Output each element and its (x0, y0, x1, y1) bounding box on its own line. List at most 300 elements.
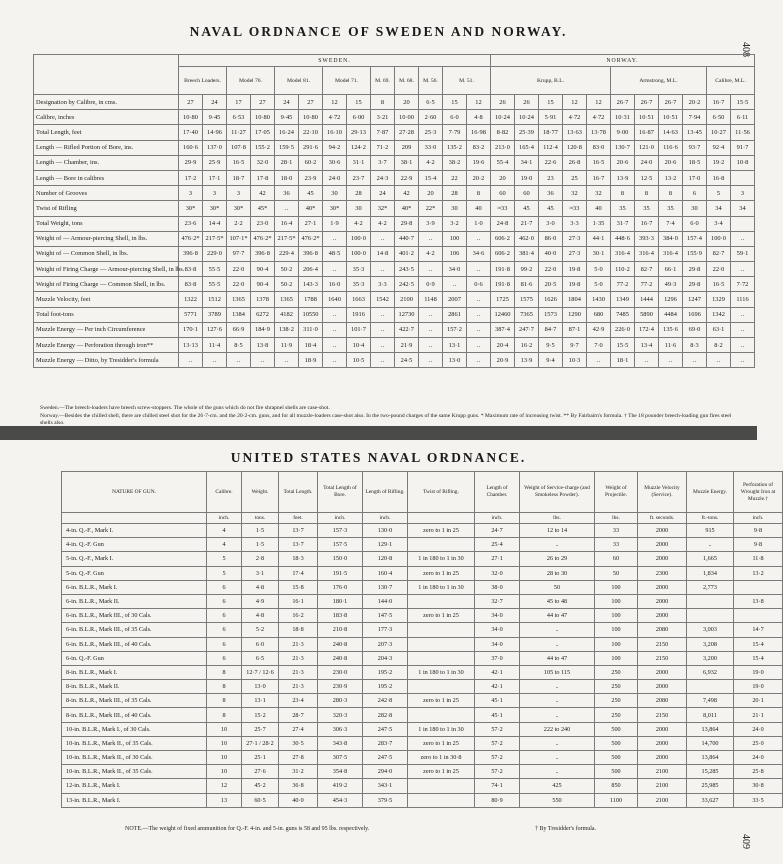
table-cell: 16·5 (227, 155, 251, 170)
table-cell: 5 (707, 186, 731, 201)
page-gutter-shadow (0, 426, 757, 440)
table-cell: 26 (515, 95, 539, 110)
table-cell: 83·2 (467, 140, 491, 155)
us-table-row (62, 538, 783, 552)
table-cell: 22·0 (227, 277, 251, 292)
table-cell: 24 (275, 95, 299, 110)
table-cell: 10·24 (491, 110, 515, 125)
table-cell: 45 (299, 186, 323, 201)
table-cell: zero to 1 in 25 (408, 609, 475, 623)
table-cell: 45 to 48 (520, 594, 595, 608)
table-cell: 14·4 (203, 216, 227, 231)
table-cell: 2150 (638, 708, 687, 722)
table-cell: 37·0 (475, 651, 520, 665)
table-cell: 282·8 (363, 708, 408, 722)
table-cell: 6·0 (683, 216, 707, 231)
table-cell: 110·2 (611, 262, 635, 277)
table-cell: 30* (203, 201, 227, 216)
table-cell: .. (323, 262, 347, 277)
table-cell: 15·5 (611, 338, 635, 353)
table-cell: 170·1 (179, 322, 203, 337)
row-label: Muzzle Energy — Per inch Circumference (34, 322, 179, 337)
table-cell: 100 (443, 231, 467, 246)
table-cell: 2000 (638, 580, 687, 594)
table-cell: 7·0 (587, 338, 611, 353)
table-cell: 2,773 (687, 580, 734, 594)
table-cell: 3·4 (707, 216, 731, 231)
table-cell: 17 (227, 95, 251, 110)
table-cell (687, 594, 734, 608)
table-cell: 4·8 (242, 580, 279, 594)
page-number-top: 408 (740, 42, 751, 57)
table-cell: 320·3 (318, 708, 363, 722)
table-cell: 40·0 (279, 793, 318, 807)
table-cell: 7·72 (731, 277, 755, 292)
table-cell: 3·1 (242, 566, 279, 580)
table-cell: 6·53 (227, 110, 251, 125)
table-cell: 1342 (707, 307, 731, 322)
table-cell: 7,498 (687, 694, 734, 708)
table-cell: 33 (595, 538, 638, 552)
table-cell: 3 (227, 186, 251, 201)
table-cell: 55·4 (491, 155, 515, 170)
sweden-table-row (34, 322, 755, 337)
table-cell: 9·00 (611, 125, 635, 140)
table-cell: 18·0 (275, 170, 299, 185)
table-cell: 15,285 (687, 765, 734, 779)
table-cell: zero to 1 in 25 (408, 736, 475, 750)
table-cell: 160·6 (179, 140, 203, 155)
table-cell: 23·9 (299, 170, 323, 185)
table-cell: 84·7 (539, 322, 563, 337)
table-cell: 476·2* (251, 231, 275, 246)
table-cell: .. (520, 765, 595, 779)
table-cell: 11·8 (734, 552, 783, 566)
table-cell: 14,700 (687, 736, 734, 750)
table-cell: 32·7 (475, 594, 520, 608)
table-cell: 15 (347, 95, 371, 110)
table-cell: 3·3 (563, 216, 587, 231)
table-cell: 144·0 (363, 594, 408, 608)
table-cell: 8,011 (687, 708, 734, 722)
sweden-norway-table (33, 54, 755, 368)
table-cell: 16·5 (707, 277, 731, 292)
table-cell: 129·1 (363, 538, 408, 552)
table-cell: 354·8 (318, 765, 363, 779)
table-cell: 3·0 (539, 216, 563, 231)
table-cell: 90·4 (251, 277, 275, 292)
table-cell: 24·3 (371, 170, 395, 185)
table-cell: 12 (587, 95, 611, 110)
table-cell: 7·87 (371, 125, 395, 140)
table-cell: 396·8 (251, 246, 275, 261)
table-cell: 106 (443, 246, 467, 261)
table-cell: 3,200 (687, 651, 734, 665)
table-cell: 21·3 (279, 651, 318, 665)
table-cell: 35 (611, 201, 635, 216)
table-cell: 401·2 (395, 246, 419, 261)
table-cell: 8 (207, 694, 242, 708)
us-table-row (62, 580, 783, 594)
table-cell: 20·6 (611, 155, 635, 170)
us-table-row (62, 694, 783, 708)
sweden-notes (40, 405, 740, 428)
us-table-row (62, 609, 783, 623)
table-cell: 1640 (323, 292, 347, 307)
table-cell: 29·8 (683, 262, 707, 277)
table-cell: 34·1 (515, 155, 539, 170)
table-cell: 19·2 (707, 155, 731, 170)
table-cell: 14·8 (371, 246, 395, 261)
table-cell: 206·4 (299, 262, 323, 277)
table-cell (408, 708, 475, 722)
sweden-table-row (34, 201, 755, 216)
table-cell: 16·24 (275, 125, 299, 140)
table-cell: 13·13 (179, 338, 203, 353)
table-cell: 217·5* (203, 231, 227, 246)
us-unit-cell: inch. (734, 513, 783, 524)
table-cell: .. (371, 322, 395, 337)
table-cell: 8 (207, 665, 242, 679)
table-cell: 250 (595, 665, 638, 679)
table-cell: 87·1 (563, 322, 587, 337)
gun-name: 4-in. Q.-F., Mark I. (62, 524, 207, 538)
table-cell: 71·2 (371, 140, 395, 155)
table-cell: 94·2 (323, 140, 347, 155)
table-cell: 454·3 (318, 793, 363, 807)
gun-name: 6-in. B.L.R., Mark III., of 30 Cals. (62, 609, 207, 623)
table-cell: 16·10 (323, 125, 347, 140)
table-cell: 23·0 (251, 216, 275, 231)
table-cell: 14·63 (659, 125, 683, 140)
table-cell: 92·4 (707, 140, 731, 155)
table-cell: 8 (207, 680, 242, 694)
table-cell: 13 (207, 793, 242, 807)
table-cell: 38·1 (395, 155, 419, 170)
sweden-subheader: M. 69. (371, 67, 395, 95)
table-cell: 1663 (347, 292, 371, 307)
table-cell: 11·27 (227, 125, 251, 140)
table-cell: 83·8 (179, 262, 203, 277)
table-cell: 17·40 (179, 125, 203, 140)
table-cell: 30·8 (734, 779, 783, 793)
table-cell: 28·7 (279, 708, 318, 722)
sweden-table-row (34, 262, 755, 277)
norway-group-header: NORWAY. (491, 55, 755, 67)
table-cell: 22·0 (707, 262, 731, 277)
table-cell: 13·45 (683, 125, 707, 140)
table-cell: 5890 (635, 307, 659, 322)
table-cell: 20 (395, 95, 419, 110)
table-cell: 10 (207, 736, 242, 750)
us-unit-cell: inch. (475, 513, 520, 524)
sweden-subheader: Model 76. (227, 67, 275, 95)
table-cell: 42 (395, 186, 419, 201)
table-cell: 13,864 (687, 722, 734, 736)
gun-name: 6-in. B.L.R., Mark III., of 35 Cals. (62, 623, 207, 637)
table-cell: 12·5 (635, 170, 659, 185)
table-cell: 120·8 (363, 552, 408, 566)
gun-name: 12-in. B.L.R., Mark I. (62, 779, 207, 793)
table-cell: 45 (515, 201, 539, 216)
row-label: Weight of Firing Charge — Common Shell, in lbs. (34, 277, 179, 292)
table-cell: zero to 1 in 30·8 (408, 751, 475, 765)
table-cell: 3·3 (371, 277, 395, 292)
table-cell: 11·4 (203, 338, 227, 353)
table-cell: 10·5 (347, 353, 371, 368)
table-cell (408, 779, 475, 793)
table-cell: 4484 (659, 307, 683, 322)
table-cell: 35 (659, 201, 683, 216)
table-cell: 28·1 (275, 155, 299, 170)
us-unit-cell: lbs. (520, 513, 595, 524)
table-cell: 6·0 (443, 110, 467, 125)
table-cell: .. (520, 708, 595, 722)
table-cell: 105 to 115 (520, 665, 595, 679)
gun-name: 10-in. B.L.R., Mark II., of 35 Cals. (62, 736, 207, 750)
table-cell: zero to 1 in 25 (408, 694, 475, 708)
table-cell: 1·0 (467, 216, 491, 231)
table-cell (408, 680, 475, 694)
table-cell: 25·0 (734, 736, 783, 750)
table-cell: 30 (323, 186, 347, 201)
us-unit-cell: ft. seconds. (638, 513, 687, 524)
table-cell: 34·6 (467, 246, 491, 261)
table-cell: 448·6 (611, 231, 635, 246)
table-cell: 425 (520, 779, 595, 793)
table-cell: 40 (467, 201, 491, 216)
table-cell (408, 651, 475, 665)
table-cell: 9·8 (734, 524, 783, 538)
table-cell: 1322 (179, 292, 203, 307)
table-cell: 213·0 (491, 140, 515, 155)
table-cell: 63·1 (707, 322, 731, 337)
table-cell: 3·9 (419, 216, 443, 231)
table-cell: 2300 (638, 566, 687, 580)
table-cell: 25·1 (242, 751, 279, 765)
gun-name: 6-in. B.L.R., Mark I. (62, 580, 207, 594)
table-cell: 124·2 (347, 140, 371, 155)
table-cell: 19·6 (467, 155, 491, 170)
sweden-table-row (34, 216, 755, 231)
table-cell: 229·4 (275, 246, 299, 261)
table-cell: .. (203, 353, 227, 368)
table-cell: 4·9 (242, 594, 279, 608)
table-cell: 680 (587, 307, 611, 322)
table-cell: 82·7 (707, 246, 731, 261)
table-cell: 42·1 (475, 665, 520, 679)
table-cell: 177·3 (363, 623, 408, 637)
table-cell: .. (635, 353, 659, 368)
table-cell: .. (731, 307, 755, 322)
table-cell: 165·4 (515, 140, 539, 155)
table-cell: 210·8 (318, 623, 363, 637)
table-cell: .. (687, 538, 734, 552)
table-cell: 30 (443, 201, 467, 216)
table-cell: 34·0 (443, 262, 467, 277)
table-cell: 6 (683, 186, 707, 201)
table-cell: 311·0 (299, 322, 323, 337)
table-cell: 294·0 (363, 765, 408, 779)
table-cell: 2100 (638, 779, 687, 793)
table-cell: 476·2* (179, 231, 203, 246)
table-cell: 30* (179, 201, 203, 216)
table-cell: 3,003 (687, 623, 734, 637)
us-note: NOTE.—The weight of fixed ammunition for Q.-F. 4-in. and 5-in. guns is 58 and 95 lbs. respectively. (125, 826, 370, 832)
table-cell: 28 (347, 186, 371, 201)
table-cell: 83·8 (179, 277, 203, 292)
us-unit-cell: feet. (279, 513, 318, 524)
table-cell: 4·2 (371, 216, 395, 231)
table-cell: 16·87 (635, 125, 659, 140)
table-cell: 22·10 (299, 125, 323, 140)
table-cell: 209 (395, 140, 419, 155)
table-cell: 155·9 (683, 246, 707, 261)
table-cell: 60·5 (242, 793, 279, 807)
sweden-subheader: Model 81. (275, 67, 323, 95)
table-cell: 90·4 (251, 262, 275, 277)
table-cell: 130·7 (611, 140, 635, 155)
table-cell: 29·13 (347, 125, 371, 140)
table-cell: 13·8 (734, 594, 783, 608)
table-cell: 15·8 (279, 580, 318, 594)
table-cell: 60·2 (299, 155, 323, 170)
table-cell: 13·9 (611, 170, 635, 185)
table-cell: 217·5* (275, 231, 299, 246)
table-cell: 316·4 (611, 246, 635, 261)
table-cell: 25 (563, 170, 587, 185)
table-cell: 2000 (638, 665, 687, 679)
table-cell: 27·1 (299, 216, 323, 231)
table-cell: 419·2 (318, 779, 363, 793)
table-cell: 27·3 (563, 231, 587, 246)
table-cell: 21·9 (395, 338, 419, 353)
table-cell: .. (323, 338, 347, 353)
table-cell: 24 (203, 95, 227, 110)
table-cell: 8·82 (491, 125, 515, 140)
table-cell: 19·0 (734, 680, 783, 694)
table-cell: 24·0 (635, 155, 659, 170)
table-cell: 22·0 (227, 262, 251, 277)
table-cell: .. (419, 262, 443, 277)
table-cell: 176·0 (318, 580, 363, 594)
table-cell: .. (731, 353, 755, 368)
table-cell: 183·8 (318, 609, 363, 623)
table-cell: 40* (299, 201, 323, 216)
row-label: Length — Rifled Portion of Bore, ins. (34, 140, 179, 155)
page-number-bottom: 409 (740, 834, 751, 849)
table-cell: 10 (207, 751, 242, 765)
us-column-header: NATURE OF GUN. (62, 472, 207, 513)
table-cell: 34 (731, 201, 755, 216)
us-unit-cell: ft.-tons. (687, 513, 734, 524)
table-cell: 1,665 (687, 552, 734, 566)
gun-name: 10-in. B.L.R., Mark II., of 30 Cals. (62, 751, 207, 765)
table-cell: 22 (443, 170, 467, 185)
table-cell: 21·3 (279, 680, 318, 694)
table-cell: 66·9 (227, 322, 251, 337)
table-cell: 4·72 (587, 110, 611, 125)
us-title: UNITED STATES NAVAL ORDNANCE. (230, 450, 527, 465)
table-cell: .. (323, 307, 347, 322)
table-cell: 34·0 (475, 623, 520, 637)
table-cell: 24·0 (734, 751, 783, 765)
table-cell: 16·0 (323, 277, 347, 292)
table-cell: 13·7 (279, 538, 318, 552)
table-cell: 32·0 (475, 566, 520, 580)
table-cell: 18·4 (299, 338, 323, 353)
table-cell: 55·5 (203, 262, 227, 277)
table-cell: 6 (207, 637, 242, 651)
table-cell: 9·45 (275, 110, 299, 125)
table-cell: 6·00 (347, 110, 371, 125)
table-cell: 500 (595, 722, 638, 736)
sweden-subheader: Calibre, M.L. (707, 67, 755, 95)
table-cell: 121·0 (635, 140, 659, 155)
gun-name: 8-in. B.L.R., Mark I. (62, 665, 207, 679)
sweden-table-row (34, 338, 755, 353)
table-cell: 20·9 (491, 353, 515, 368)
table-cell: 34 (707, 201, 731, 216)
sweden-note-line: Sweden.—The breech-loaders have breech screw-stoppers. The whole of the guns which do not fire shrapnel shells are case-shot. (40, 405, 330, 411)
us-unit-cell (62, 513, 207, 524)
table-cell: 13·2 (659, 170, 683, 185)
table-cell: 120·8 (563, 140, 587, 155)
table-cell: 36 (539, 186, 563, 201)
table-cell: 30* (227, 201, 251, 216)
table-cell: 1116 (731, 292, 755, 307)
table-cell: 18·3 (279, 552, 318, 566)
table-cell: 18·9 (299, 353, 323, 368)
table-cell: 157·3 (318, 524, 363, 538)
us-column-header: Perforation of Wrought Iron at Muzzle.† (734, 472, 783, 513)
table-cell: 1378 (251, 292, 275, 307)
table-cell: .. (443, 277, 467, 292)
table-cell: 29·8 (683, 277, 707, 292)
table-cell: 147·5 (363, 609, 408, 623)
table-cell: .. (371, 231, 395, 246)
table-cell: 230·0 (318, 665, 363, 679)
us-table-row (62, 736, 783, 750)
table-cell: 26 (491, 95, 515, 110)
sweden-subheader: Breech Loaders. (179, 67, 227, 95)
table-cell: 15·4 (734, 651, 783, 665)
table-cell: 462·0 (515, 231, 539, 246)
table-cell: 27 (179, 95, 203, 110)
table-cell: 850 (595, 779, 638, 793)
table-cell: 230·9 (318, 680, 363, 694)
table-cell: 159·5 (275, 140, 299, 155)
row-label: Length — Chamber, ins. (34, 155, 179, 170)
table-cell: 9·7 (563, 338, 587, 353)
table-cell: 10·00 (395, 110, 419, 125)
table-cell: .. (520, 751, 595, 765)
us-unit-cell: inch. (318, 513, 363, 524)
table-cell: 19·8 (563, 277, 587, 292)
table-cell: 4·8 (467, 110, 491, 125)
table-cell: 6 (207, 609, 242, 623)
table-cell: 2007 (443, 292, 467, 307)
table-cell: 500 (595, 736, 638, 750)
table-cell: 1100 (595, 793, 638, 807)
table-cell: .. (275, 353, 299, 368)
table-cell: 1·9 (323, 216, 347, 231)
us-table-row (62, 552, 783, 566)
table-cell: 2150 (638, 651, 687, 665)
sweden-title: NAVAL ORDNANCE OF SWEDEN AND NORWAY. (189, 24, 568, 39)
table-cell: 8 (635, 186, 659, 201)
table-cell: 40 (587, 201, 611, 216)
